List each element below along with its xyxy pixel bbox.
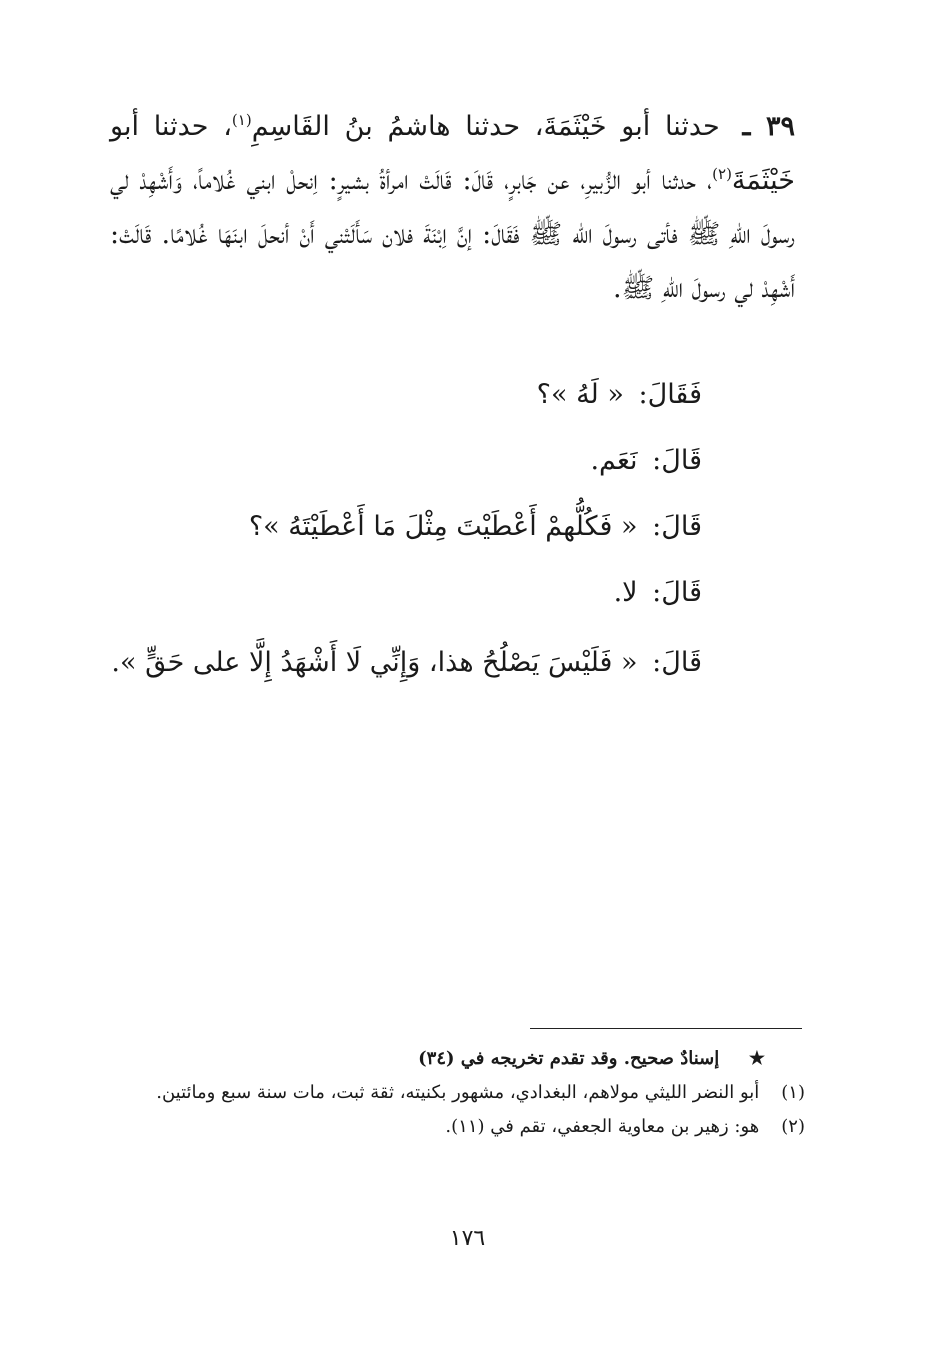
dialogue-text: « فَكُلُّهمْ أَعْطَيْتَ مِثْلَ مَا أَعْطَيْتَهُ »؟	[248, 511, 638, 542]
hadith-text-part-3: ، حدثنا أبو الزُّبيرِ، عن جَابرٍ، قَالَ: قَالَتْ امرأةُ بشيرٍ: اِنحلْ ابني غُلاماً، وَأَشْهِدْ لي رسولَ اللهِ ﷺ فأتى رسولَ الله ﷺ فَقَالَ: إنَّ اِبْنَةَ فلان سَأَلَتْني أَنْ أنحلَ ابنَهَا غُلامًا. قَالَتْ: أَشْهِدْ لي رسولَ اللهِ ﷺ.	[110, 165, 795, 304]
dialogue-speaker: قَالَ:	[652, 511, 702, 542]
dialogue-text: نَعَم.	[590, 445, 638, 476]
hadith-number: ٣٩ ـ	[742, 111, 795, 142]
footnotes	[108, 1042, 805, 1144]
footnote-1	[108, 1076, 805, 1110]
dialogue-speaker: قَالَ:	[652, 647, 702, 678]
footnote-ref-1: (١)	[231, 111, 252, 129]
footnote-1-marker: (١)	[781, 1082, 805, 1103]
footnote-ref-2: (٢)	[712, 165, 732, 183]
dialogue-line	[110, 372, 702, 438]
dialogue-speaker: قَالَ:	[652, 577, 702, 608]
star-icon: ★	[748, 1048, 765, 1069]
footnote-2	[108, 1110, 805, 1144]
footnote-2-text: هو: زهير بن معاوية الجعفي، تقم في (١١).	[445, 1116, 760, 1137]
dialogue-speaker: قَالَ:	[652, 445, 702, 476]
dialogue-line	[110, 504, 702, 570]
footnote-1-text: أبو النضر الليثي مولاهم، البغدادي، مشهور بكنيته، ثقة ثبت، مات سنة سبع ومائتين.	[156, 1082, 760, 1103]
page-number: ١٧٦	[449, 1226, 486, 1251]
dialogue-block	[110, 372, 702, 690]
footnote-separator	[530, 1028, 802, 1029]
dialogue-text: لا.	[613, 577, 638, 608]
footnote-star-text: إسنادٌ صحيح. وقد تقدم تخريجه في (٣٤)	[418, 1048, 720, 1069]
hadith-text-part-1: حدثنا أبو خَيْثَمَةَ، حدثنا هاشمُ بنُ القَاسِمِ	[251, 111, 720, 142]
footnote-star	[108, 1042, 805, 1076]
footnote-2-marker: (٢)	[781, 1116, 805, 1137]
dialogue-line	[110, 438, 702, 504]
hadith-paragraph	[110, 100, 795, 316]
dialogue-line	[110, 570, 702, 636]
dialogue-line	[110, 636, 702, 690]
dialogue-speaker: فَقَالَ:	[638, 379, 702, 410]
hadith-text-part-2: ، حدثنا أبو خَيْثَمَةَ	[110, 111, 795, 196]
dialogue-text: « لَهُ »؟	[536, 379, 624, 410]
dialogue-text: « فَلَيْسَ يَصْلُحُ هذا، وَإِنِّي لَا أَشْهَدُ إِلَّا على حَقٍّ ».	[111, 647, 638, 678]
